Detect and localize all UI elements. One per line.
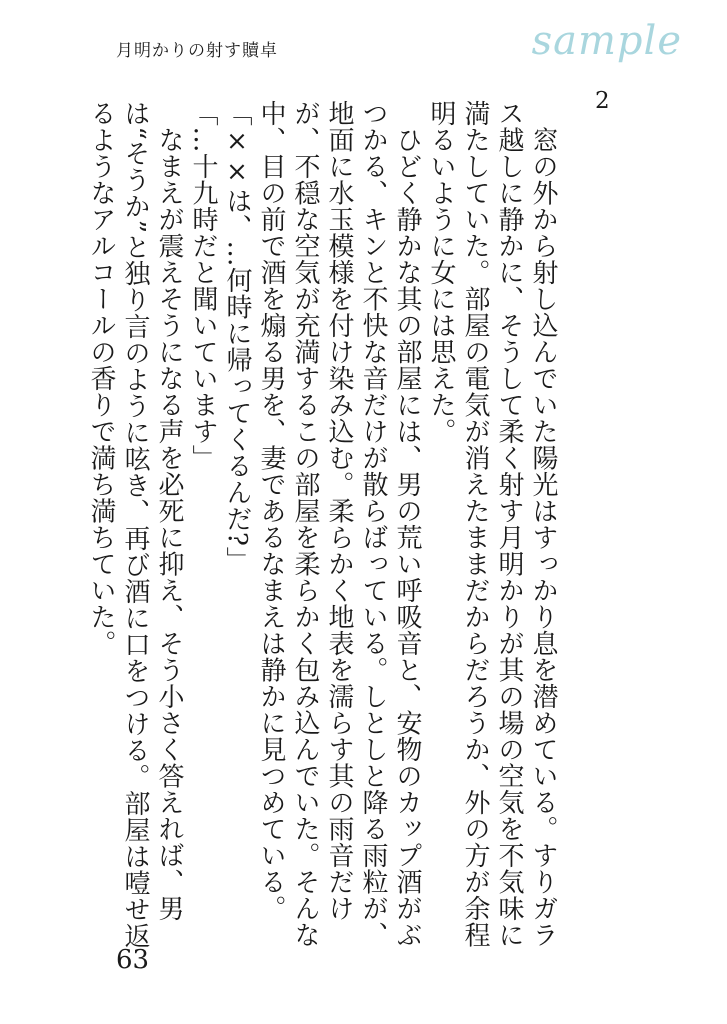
page-number: 63 [116, 945, 150, 975]
paragraph: なまえが震えそうになる声を必死に抑え、そう小さく答えれば、男は“そうか”と独り言のように呟き、再び酒に口をつける。部屋は噎せ返るようなアルコールの香りで満ち満ちていた。 [86, 100, 184, 950]
body-text [86, 100, 560, 950]
dialogue-line: 「…十九時だと聞いています」 [188, 100, 218, 471]
paragraph: ひどく静かな其の部屋には、男の荒い呼吸音と、安物のカップ酒がぶつかる、キンと不快な音だけが散らばっている。しとしと降る雨粒が、地面に水玉模様を付け染み込む。柔らかく地表を濡らす其の雨音だけが、不穏な空気が充満するこの部屋を柔らかく包み込んでいた。そんな中、目の前で酒を煽る男を、妻であるなまえは静かに見つめている。 [256, 100, 422, 948]
chapter-number: 2 [595, 88, 610, 114]
dialogue-line: 「××は、…何時に帰ってくるんだ?」 [222, 100, 252, 573]
sample-watermark: sample [531, 18, 682, 64]
running-header-title: 月明かりの射す贖卓 [116, 41, 278, 61]
paragraph: 窓の外から射し込んでいた陽光はすっかり息を潜めている。すりガラス越しに静かに、そうして柔く射す月明かりが其の場の空気を不気味に満たしていた。部屋の電気が消えたままだからだろうか、外の方が余程明るいように女には思えた。 [426, 100, 558, 948]
